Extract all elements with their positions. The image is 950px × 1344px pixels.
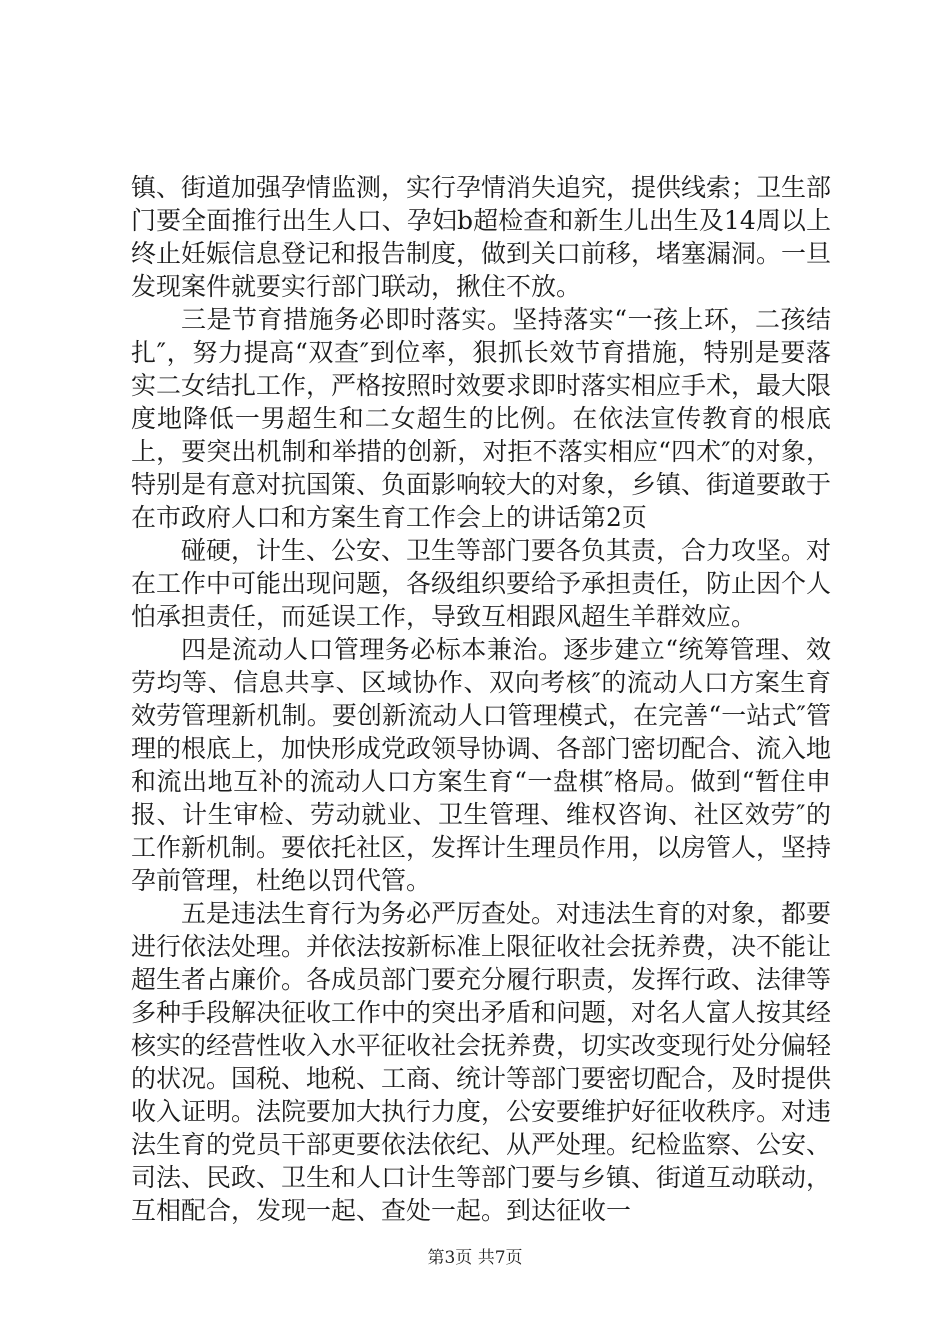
document-body — [131, 171, 831, 1227]
page-footer: 第3页 共7页 — [427, 1248, 523, 1268]
paragraph-5: 五是违法生育行为务必严厉查处。对违法生育的对象，都要进行依法处理。并依法按新标准上限征收社会抚养费，决不能让超生者占廉价。各成员部门要充分履行职责，发挥行政、法律等多种手段解决征收工作中的突出矛盾和问题，对名人富人按其经核实的经营性收入水平征收社会抚养费，切实改变现行处分偏轻的状况。国税、地税、工商、统计等部门要密切配合，及时提供收入证明。法院要加大执行力度，公安要维护好征收秩序。对违法生育的党员干部更要依法依纪、从严处理。纪检监察、公安、司法、民政、卫生和人口计生等部门要与乡镇、街道互动联动，互相配合，发现一起、查处一起。到达征收一 — [131, 899, 832, 1225]
paragraph-1: 镇、街道加强孕情监测，实行孕情消失追究，提供线索；卫生部门要全面推行出生人口、孕妇b超检查和新生儿出生及14周以上终止妊娠信息登记和报告制度，做到关口前移，堵塞漏洞。一旦发现案件就要实行部门联动，揪住不放。 — [131, 173, 832, 301]
paragraph-4: 四是流动人口管理务必标本兼治。逐步建立“统筹管理、效劳均等、信息共享、区域协作、双向考核″的流动人口方案生育效劳管理新机制。要创新流动人口管理模式，在完善“一站式″管理的根底上，加快形成党政领导协调、各部门密切配合、流入地和流出地互补的流动人口方案生育“一盘棋″格局。做到“暂住申报、计生审检、劳动就业、卫生管理、维权咨询、社区效劳″的工作新机制。要依托社区，发挥计生理员作用，以房管人，坚持孕前管理，杜绝以罚代管。 — [131, 635, 832, 895]
paragraph-2: 三是节育措施务必即时落实。坚持落实“一孩上环，二孩结扎″，努力提高“双查″到位率，狠抓长效节育措施，特别是要落实二女结扎工作，严格按照时效要求即时落实相应手术，最大限度地降低一男超生和二女超生的比例。在依法宣传教育的根底上，要突出机制和举措的创新，对拒不落实相应“四术″的对象，特别是有意对抗国策、负面影响较大的对象，乡镇、街道要敢于在市政府人口和方案生育工作会上的讲话第2页 — [131, 305, 832, 532]
paragraph-3: 碰硬，计生、公安、卫生等部门要各负其责，合力攻坚。对在工作中可能出现问题，各级组织要给予承担责任，防止因个人怕承担责任，而延误工作，导致互相跟风超生羊群效应。 — [131, 536, 832, 631]
